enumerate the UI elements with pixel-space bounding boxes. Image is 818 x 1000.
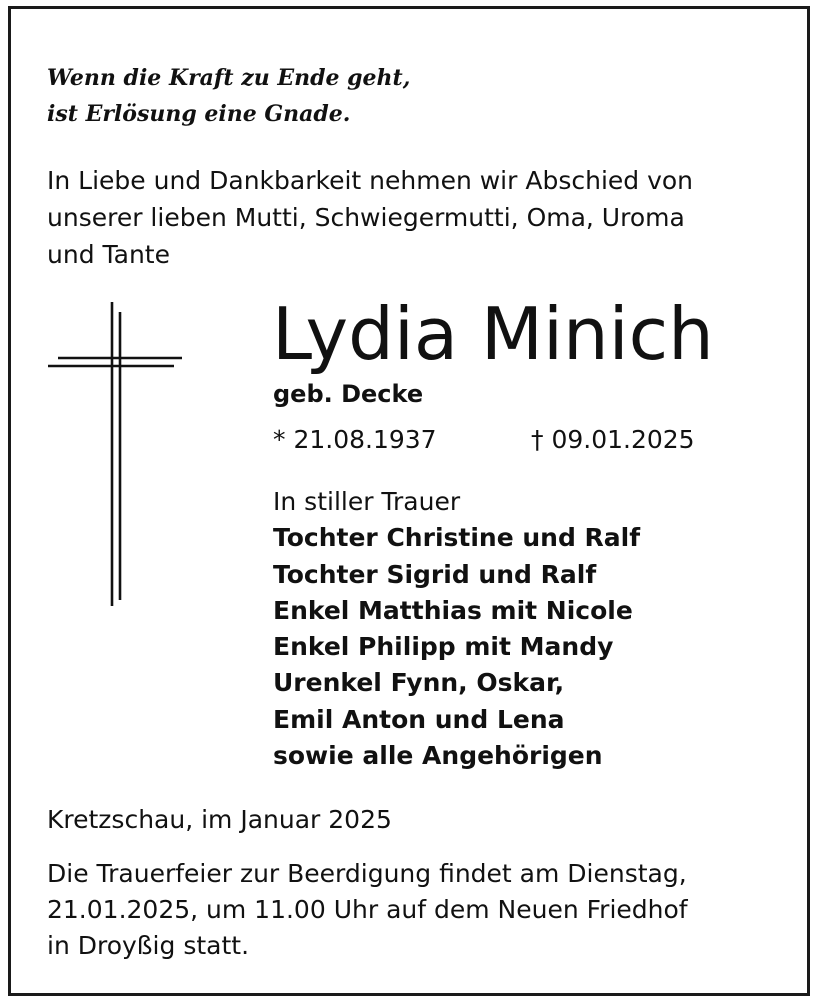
mourner-entry: sowie alle Angehörigen [273,741,603,771]
motto [47,60,410,132]
mourner-entry: Urenkel Fynn, Oskar, [273,668,565,698]
birth-name: geb. Decke [273,380,424,408]
intro-line: In Liebe und Dankbarkeit nehmen wir Abschied von [47,166,694,195]
mourner-entry: Tochter Sigrid und Ralf [273,559,597,589]
funeral-notice [47,856,688,964]
intro-text [47,162,777,273]
motto-line: Wenn die Kraft zu Ende geht, [47,65,411,91]
funeral-line: 21.01.2025, um 11.00 Uhr auf dem Neuen Friedhof [47,895,688,924]
mourners-list [273,484,640,774]
deceased-name: Lydia Minich [272,292,714,376]
death-date: † 09.01.2025 [531,425,695,454]
motto-line: ist Erlösung eine Gnade. [47,101,351,127]
funeral-line: in Droyßig statt. [47,931,250,960]
mourner-entry: Tochter Christine und Ralf [273,523,641,553]
mourner-entry: Emil Anton und Lena [273,704,565,734]
cross-icon [46,300,186,612]
intro-line: unserer lieben Mutti, Schwiegermutti, Oma, Uroma [47,203,685,232]
intro-line: und Tante [47,240,170,269]
mourner-entry: Enkel Philipp mit Mandy [273,632,614,662]
place-and-date: Kretzschau, im Januar 2025 [47,805,392,834]
mourners-heading: In stiller Trauer [273,487,461,516]
funeral-line: Die Trauerfeier zur Beerdigung findet am Dienstag, [47,859,687,888]
birth-date: * 21.08.1937 [273,425,437,454]
mourner-entry: Enkel Matthias mit Nicole [273,595,633,625]
